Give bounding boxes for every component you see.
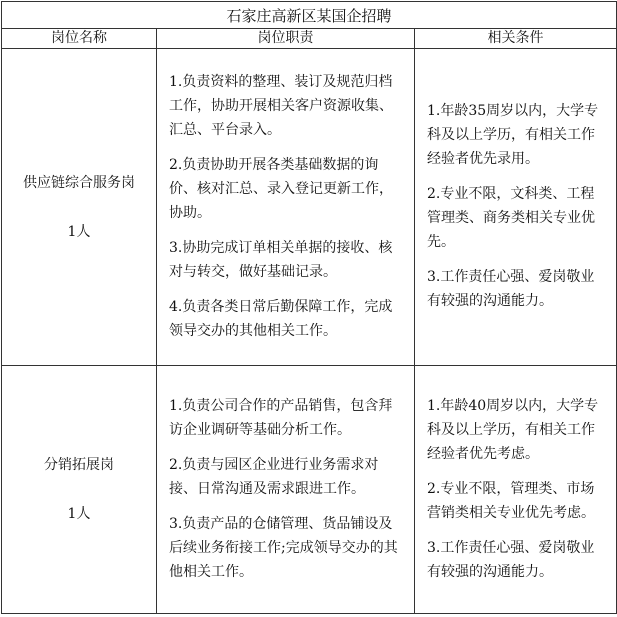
table-title: 石家庄高新区某国企招聘 [2,2,617,29]
duty-item: 1.负责资料的整理、装订及规范归档工作，协助开展相关客户资源收集、汇总、平台录入。 [169,73,393,138]
duty-item: 4.负责各类日常后勤保障工作，完成领导交办的其他相关工作。 [169,298,393,339]
table-row [2,366,617,614]
header-row [2,29,617,49]
title-row [2,2,617,29]
duty-item: 2.负责协助开展各类基础数据的询价、核对汇总、录入登记更新工作，协助。 [169,156,393,221]
requirement-item: 3.工作责任心强、爱岗敬业有较强的沟通能力。 [427,269,595,309]
recruitment-table [1,1,617,614]
duty-item: 2.负责与园区企业进行业务需求对接、日常沟通及需求跟进工作。 [169,456,379,497]
requirement-item: 3.工作责任心强、爱岗敬业有较强的沟通能力。 [427,539,595,580]
requirements-cell [415,366,617,614]
position-name: 供应链综合服务岗 [23,174,135,191]
header-duties: 岗位职责 [157,29,415,49]
header-requirements: 相关条件 [415,29,617,49]
position-cell [2,366,157,614]
duty-item: 3.协助完成订单相关单据的接收、核对与转交，做好基础记录。 [169,239,393,280]
requirement-item: 2.专业不限，管理类、市场营销类相关专业优先考虑。 [427,480,595,521]
requirements-cell [415,49,617,366]
duty-item: 3.负责产品的仓储管理、货品铺设及后续业务衔接工作;完成领导交办的其他相关工作。 [169,515,398,580]
header-position-name: 岗位名称 [2,29,157,49]
duties-cell [157,49,415,366]
requirement-item: 2.专业不限，文科类、工程管理类、商务类相关专业优先。 [427,186,595,250]
table-row [2,49,617,366]
duties-cell [157,366,415,614]
position-name: 分销拓展岗 [44,457,114,473]
duty-item: 1.负责公司合作的产品销售，包含拜访企业调研等基础分析工作。 [169,397,393,438]
requirement-item: 1.年龄40周岁以内，大学专科及以上学历，有相关工作经验者优先考虑。 [427,397,599,462]
position-cell [2,49,157,366]
position-count: 1人 [67,223,91,240]
requirement-item: 1.年龄35周岁以内，大学专科及以上学历，有相关工作经验者优先录用。 [427,103,599,167]
position-count: 1人 [67,506,91,522]
